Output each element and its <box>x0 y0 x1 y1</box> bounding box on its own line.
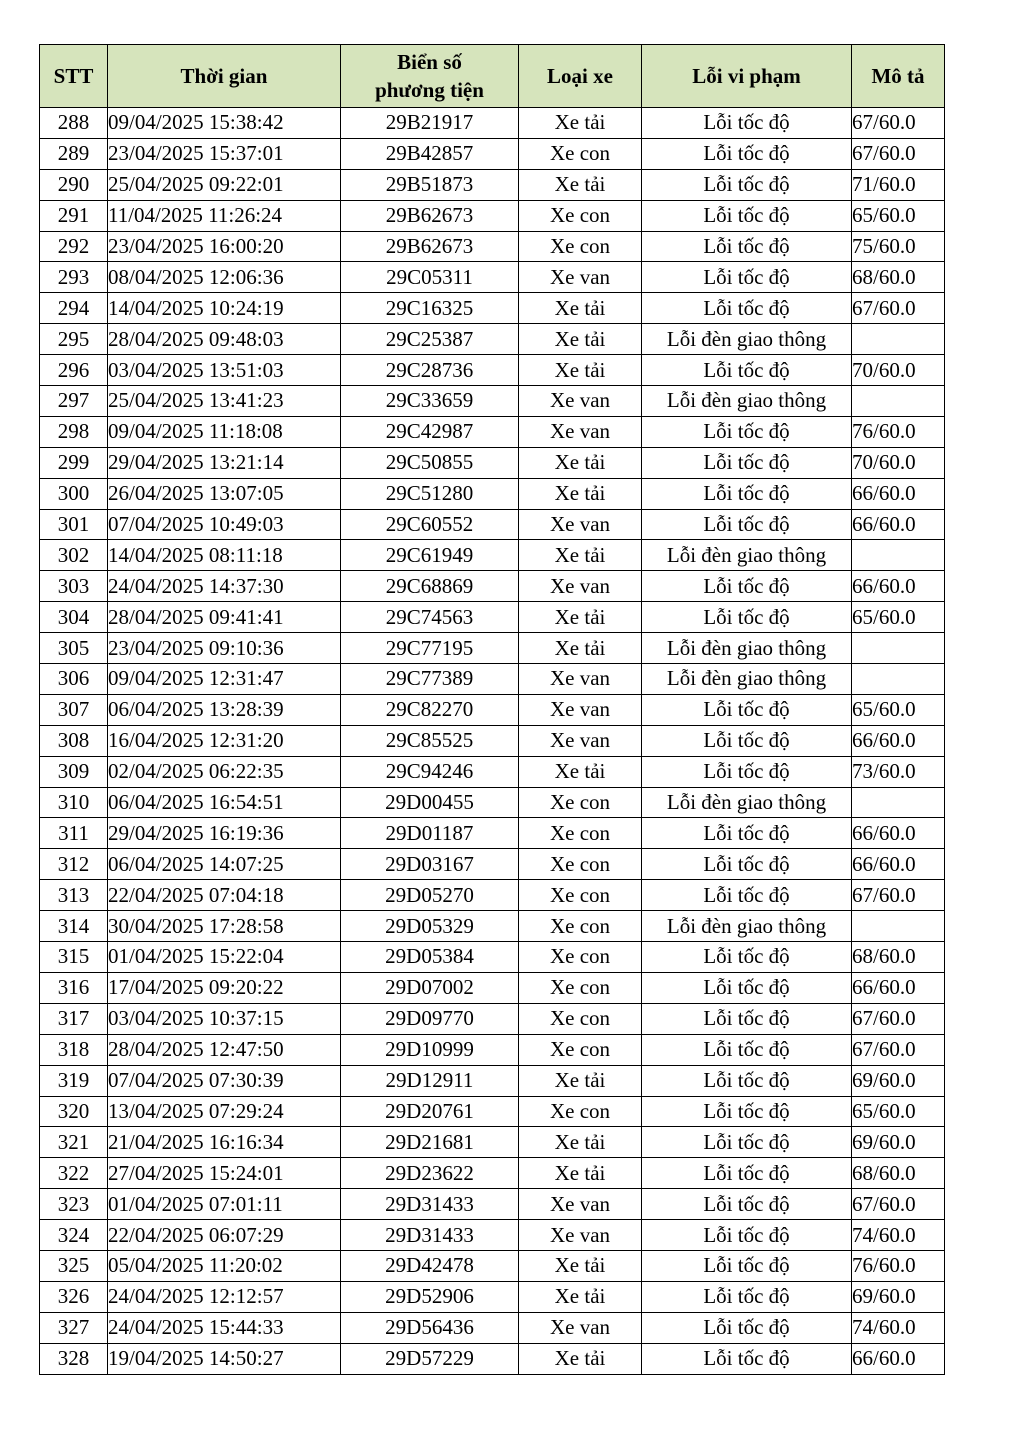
cell-description: 66/60.0 <box>852 478 945 509</box>
cell-vehicle-type: Xe van <box>519 262 642 293</box>
table-row <box>40 540 945 571</box>
cell-violation: Lỗi tốc độ <box>642 293 852 324</box>
table-row <box>40 416 945 447</box>
cell-stt: 310 <box>40 787 108 818</box>
cell-vehicle-type: Xe con <box>519 200 642 231</box>
cell-plate: 29D31433 <box>341 1189 519 1220</box>
cell-description: 65/60.0 <box>852 1096 945 1127</box>
cell-description: 70/60.0 <box>852 447 945 478</box>
cell-time: 14/04/2025 10:24:19 <box>108 293 341 324</box>
cell-violation: Lỗi tốc độ <box>642 1250 852 1281</box>
table-row <box>40 880 945 911</box>
cell-description: 67/60.0 <box>852 293 945 324</box>
cell-violation: Lỗi đèn giao thông <box>642 633 852 664</box>
table-row <box>40 694 945 725</box>
cell-stt: 308 <box>40 725 108 756</box>
table-row <box>40 108 945 139</box>
cell-plate: 29D23622 <box>341 1158 519 1189</box>
cell-violation: Lỗi tốc độ <box>642 138 852 169</box>
table-row <box>40 664 945 695</box>
cell-vehicle-type: Xe van <box>519 1189 642 1220</box>
cell-description: 67/60.0 <box>852 1034 945 1065</box>
table-row <box>40 1343 945 1374</box>
cell-time: 22/04/2025 07:04:18 <box>108 880 341 911</box>
table-row <box>40 725 945 756</box>
cell-time: 30/04/2025 17:28:58 <box>108 911 341 942</box>
cell-stt: 295 <box>40 324 108 355</box>
cell-description <box>852 911 945 942</box>
cell-stt: 322 <box>40 1158 108 1189</box>
cell-stt: 290 <box>40 169 108 200</box>
cell-time: 09/04/2025 11:18:08 <box>108 416 341 447</box>
cell-description: 74/60.0 <box>852 1220 945 1251</box>
cell-time: 24/04/2025 12:12:57 <box>108 1281 341 1312</box>
cell-description: 68/60.0 <box>852 262 945 293</box>
violations-table <box>39 44 945 1375</box>
cell-plate: 29C42987 <box>341 416 519 447</box>
cell-time: 28/04/2025 09:41:41 <box>108 602 341 633</box>
cell-stt: 302 <box>40 540 108 571</box>
header-plate <box>341 45 519 108</box>
table-row <box>40 386 945 417</box>
cell-time: 23/04/2025 09:10:36 <box>108 633 341 664</box>
cell-violation: Lỗi tốc độ <box>642 1096 852 1127</box>
cell-description: 76/60.0 <box>852 416 945 447</box>
cell-time: 24/04/2025 14:37:30 <box>108 571 341 602</box>
cell-violation: Lỗi tốc độ <box>642 972 852 1003</box>
cell-description: 69/60.0 <box>852 1127 945 1158</box>
cell-vehicle-type: Xe tải <box>519 602 642 633</box>
cell-violation: Lỗi đèn giao thông <box>642 787 852 818</box>
table-row <box>40 942 945 973</box>
cell-violation: Lỗi đèn giao thông <box>642 664 852 695</box>
cell-stt: 296 <box>40 355 108 386</box>
cell-plate: 29D05384 <box>341 942 519 973</box>
table-row <box>40 1096 945 1127</box>
cell-stt: 298 <box>40 416 108 447</box>
cell-description: 66/60.0 <box>852 972 945 1003</box>
header-plate-line1: Biển số <box>397 50 462 74</box>
cell-time: 08/04/2025 12:06:36 <box>108 262 341 293</box>
header-stt: STT <box>40 45 108 108</box>
cell-vehicle-type: Xe tải <box>519 1250 642 1281</box>
cell-vehicle-type: Xe con <box>519 818 642 849</box>
cell-vehicle-type: Xe con <box>519 849 642 880</box>
cell-vehicle-type: Xe con <box>519 1034 642 1065</box>
cell-vehicle-type: Xe tải <box>519 1343 642 1374</box>
cell-description <box>852 664 945 695</box>
cell-stt: 288 <box>40 108 108 139</box>
cell-time: 16/04/2025 12:31:20 <box>108 725 341 756</box>
cell-description: 67/60.0 <box>852 880 945 911</box>
cell-time: 06/04/2025 16:54:51 <box>108 787 341 818</box>
cell-violation: Lỗi tốc độ <box>642 849 852 880</box>
cell-plate: 29D52906 <box>341 1281 519 1312</box>
cell-vehicle-type: Xe con <box>519 880 642 911</box>
cell-vehicle-type: Xe tải <box>519 756 642 787</box>
cell-vehicle-type: Xe tải <box>519 293 642 324</box>
cell-description: 65/60.0 <box>852 200 945 231</box>
table-row <box>40 787 945 818</box>
cell-plate: 29C68869 <box>341 571 519 602</box>
header-time: Thời gian <box>108 45 341 108</box>
cell-plate: 29C77389 <box>341 664 519 695</box>
cell-description: 66/60.0 <box>852 725 945 756</box>
cell-plate: 29C05311 <box>341 262 519 293</box>
table-row <box>40 1250 945 1281</box>
cell-plate: 29D12911 <box>341 1065 519 1096</box>
cell-violation: Lỗi tốc độ <box>642 447 852 478</box>
cell-description: 65/60.0 <box>852 602 945 633</box>
cell-violation: Lỗi tốc độ <box>642 818 852 849</box>
cell-description <box>852 324 945 355</box>
cell-plate: 29C51280 <box>341 478 519 509</box>
cell-vehicle-type: Xe con <box>519 138 642 169</box>
cell-stt: 313 <box>40 880 108 911</box>
table-row <box>40 1158 945 1189</box>
cell-description: 68/60.0 <box>852 942 945 973</box>
cell-time: 09/04/2025 15:38:42 <box>108 108 341 139</box>
cell-plate: 29C61949 <box>341 540 519 571</box>
cell-stt: 303 <box>40 571 108 602</box>
cell-plate: 29C85525 <box>341 725 519 756</box>
cell-plate: 29C82270 <box>341 694 519 725</box>
cell-vehicle-type: Xe van <box>519 664 642 695</box>
header-plate-line2: phương tiện <box>375 78 484 102</box>
cell-stt: 319 <box>40 1065 108 1096</box>
cell-vehicle-type: Xe con <box>519 1003 642 1034</box>
cell-violation: Lỗi tốc độ <box>642 1312 852 1343</box>
cell-vehicle-type: Xe con <box>519 942 642 973</box>
cell-stt: 315 <box>40 942 108 973</box>
cell-description: 67/60.0 <box>852 1003 945 1034</box>
cell-plate: 29C60552 <box>341 509 519 540</box>
cell-plate: 29D03167 <box>341 849 519 880</box>
cell-stt: 323 <box>40 1189 108 1220</box>
cell-description: 66/60.0 <box>852 571 945 602</box>
table-row <box>40 1034 945 1065</box>
cell-time: 02/04/2025 06:22:35 <box>108 756 341 787</box>
cell-time: 29/04/2025 13:21:14 <box>108 447 341 478</box>
table-row <box>40 911 945 942</box>
cell-violation: Lỗi tốc độ <box>642 694 852 725</box>
cell-violation: Lỗi tốc độ <box>642 355 852 386</box>
table-row <box>40 602 945 633</box>
cell-violation: Lỗi tốc độ <box>642 200 852 231</box>
cell-stt: 301 <box>40 509 108 540</box>
cell-stt: 326 <box>40 1281 108 1312</box>
cell-stt: 305 <box>40 633 108 664</box>
cell-stt: 328 <box>40 1343 108 1374</box>
cell-description: 67/60.0 <box>852 108 945 139</box>
cell-stt: 292 <box>40 231 108 262</box>
cell-description: 66/60.0 <box>852 849 945 880</box>
cell-description: 65/60.0 <box>852 694 945 725</box>
cell-violation: Lỗi tốc độ <box>642 942 852 973</box>
cell-description: 75/60.0 <box>852 231 945 262</box>
cell-description: 71/60.0 <box>852 169 945 200</box>
cell-stt: 316 <box>40 972 108 1003</box>
cell-stt: 324 <box>40 1220 108 1251</box>
table-row <box>40 1003 945 1034</box>
cell-plate: 29B62673 <box>341 200 519 231</box>
cell-time: 28/04/2025 09:48:03 <box>108 324 341 355</box>
cell-violation: Lỗi tốc độ <box>642 108 852 139</box>
cell-violation: Lỗi tốc độ <box>642 1158 852 1189</box>
cell-time: 07/04/2025 10:49:03 <box>108 509 341 540</box>
table-row <box>40 169 945 200</box>
table-row <box>40 849 945 880</box>
cell-description: 66/60.0 <box>852 1343 945 1374</box>
cell-vehicle-type: Xe van <box>519 571 642 602</box>
cell-stt: 289 <box>40 138 108 169</box>
header-row <box>40 45 945 108</box>
cell-violation: Lỗi tốc độ <box>642 231 852 262</box>
cell-stt: 297 <box>40 386 108 417</box>
cell-plate: 29D10999 <box>341 1034 519 1065</box>
cell-stt: 321 <box>40 1127 108 1158</box>
cell-plate: 29B51873 <box>341 169 519 200</box>
table-row <box>40 756 945 787</box>
table-row <box>40 571 945 602</box>
cell-description <box>852 540 945 571</box>
cell-vehicle-type: Xe van <box>519 725 642 756</box>
cell-vehicle-type: Xe van <box>519 1220 642 1251</box>
table-row <box>40 231 945 262</box>
table-row <box>40 138 945 169</box>
cell-plate: 29C33659 <box>341 386 519 417</box>
cell-plate: 29D05329 <box>341 911 519 942</box>
cell-plate: 29D01187 <box>341 818 519 849</box>
cell-description: 76/60.0 <box>852 1250 945 1281</box>
cell-stt: 327 <box>40 1312 108 1343</box>
cell-vehicle-type: Xe tải <box>519 1065 642 1096</box>
cell-stt: 306 <box>40 664 108 695</box>
table-row <box>40 293 945 324</box>
cell-violation: Lỗi tốc độ <box>642 880 852 911</box>
cell-vehicle-type: Xe tải <box>519 540 642 571</box>
cell-violation: Lỗi đèn giao thông <box>642 540 852 571</box>
table-row <box>40 1281 945 1312</box>
cell-stt: 317 <box>40 1003 108 1034</box>
table-row <box>40 1220 945 1251</box>
cell-time: 03/04/2025 13:51:03 <box>108 355 341 386</box>
cell-description: 73/60.0 <box>852 756 945 787</box>
cell-violation: Lỗi tốc độ <box>642 1281 852 1312</box>
table-row <box>40 1189 945 1220</box>
cell-time: 11/04/2025 11:26:24 <box>108 200 341 231</box>
cell-time: 25/04/2025 13:41:23 <box>108 386 341 417</box>
table-row <box>40 324 945 355</box>
cell-plate: 29C28736 <box>341 355 519 386</box>
cell-time: 24/04/2025 15:44:33 <box>108 1312 341 1343</box>
table-row <box>40 478 945 509</box>
cell-violation: Lỗi tốc độ <box>642 1189 852 1220</box>
cell-violation: Lỗi tốc độ <box>642 262 852 293</box>
cell-vehicle-type: Xe tải <box>519 169 642 200</box>
cell-stt: 293 <box>40 262 108 293</box>
cell-violation: Lỗi tốc độ <box>642 1220 852 1251</box>
cell-description: 67/60.0 <box>852 1189 945 1220</box>
cell-time: 13/04/2025 07:29:24 <box>108 1096 341 1127</box>
cell-plate: 29D42478 <box>341 1250 519 1281</box>
header-description: Mô tả <box>852 45 945 108</box>
table-row <box>40 355 945 386</box>
cell-vehicle-type: Xe tải <box>519 478 642 509</box>
cell-plate: 29D20761 <box>341 1096 519 1127</box>
cell-plate: 29D56436 <box>341 1312 519 1343</box>
cell-stt: 311 <box>40 818 108 849</box>
cell-stt: 300 <box>40 478 108 509</box>
cell-vehicle-type: Xe tải <box>519 633 642 664</box>
cell-time: 21/04/2025 16:16:34 <box>108 1127 341 1158</box>
cell-plate: 29D31433 <box>341 1220 519 1251</box>
cell-description <box>852 386 945 417</box>
cell-vehicle-type: Xe van <box>519 1312 642 1343</box>
cell-description <box>852 787 945 818</box>
cell-plate: 29D07002 <box>341 972 519 1003</box>
cell-vehicle-type: Xe tải <box>519 1158 642 1189</box>
cell-vehicle-type: Xe con <box>519 787 642 818</box>
cell-vehicle-type: Xe con <box>519 911 642 942</box>
cell-violation: Lỗi đèn giao thông <box>642 911 852 942</box>
cell-vehicle-type: Xe tải <box>519 447 642 478</box>
cell-time: 14/04/2025 08:11:18 <box>108 540 341 571</box>
table-row <box>40 1065 945 1096</box>
cell-violation: Lỗi tốc độ <box>642 1034 852 1065</box>
cell-stt: 307 <box>40 694 108 725</box>
cell-time: 22/04/2025 06:07:29 <box>108 1220 341 1251</box>
table-row <box>40 509 945 540</box>
table-row <box>40 262 945 293</box>
cell-vehicle-type: Xe tải <box>519 1281 642 1312</box>
cell-violation: Lỗi tốc độ <box>642 725 852 756</box>
cell-plate: 29C50855 <box>341 447 519 478</box>
cell-violation: Lỗi đèn giao thông <box>642 324 852 355</box>
cell-time: 23/04/2025 16:00:20 <box>108 231 341 262</box>
cell-violation: Lỗi đèn giao thông <box>642 386 852 417</box>
cell-stt: 320 <box>40 1096 108 1127</box>
cell-plate: 29D00455 <box>341 787 519 818</box>
cell-stt: 314 <box>40 911 108 942</box>
cell-description: 68/60.0 <box>852 1158 945 1189</box>
cell-time: 27/04/2025 15:24:01 <box>108 1158 341 1189</box>
cell-description: 66/60.0 <box>852 818 945 849</box>
cell-plate: 29C16325 <box>341 293 519 324</box>
cell-time: 01/04/2025 07:01:11 <box>108 1189 341 1220</box>
cell-time: 29/04/2025 16:19:36 <box>108 818 341 849</box>
cell-plate: 29C77195 <box>341 633 519 664</box>
cell-plate: 29D21681 <box>341 1127 519 1158</box>
cell-vehicle-type: Xe tải <box>519 355 642 386</box>
cell-stt: 291 <box>40 200 108 231</box>
cell-time: 17/04/2025 09:20:22 <box>108 972 341 1003</box>
cell-plate: 29D09770 <box>341 1003 519 1034</box>
cell-stt: 312 <box>40 849 108 880</box>
cell-time: 25/04/2025 09:22:01 <box>108 169 341 200</box>
cell-vehicle-type: Xe tải <box>519 324 642 355</box>
cell-description: 69/60.0 <box>852 1065 945 1096</box>
cell-vehicle-type: Xe tải <box>519 108 642 139</box>
cell-plate: 29B21917 <box>341 108 519 139</box>
table-row <box>40 1312 945 1343</box>
cell-vehicle-type: Xe tải <box>519 1127 642 1158</box>
cell-time: 23/04/2025 15:37:01 <box>108 138 341 169</box>
cell-violation: Lỗi tốc độ <box>642 602 852 633</box>
cell-vehicle-type: Xe van <box>519 386 642 417</box>
cell-plate: 29D57229 <box>341 1343 519 1374</box>
cell-time: 06/04/2025 13:28:39 <box>108 694 341 725</box>
cell-vehicle-type: Xe van <box>519 694 642 725</box>
cell-time: 09/04/2025 12:31:47 <box>108 664 341 695</box>
cell-stt: 318 <box>40 1034 108 1065</box>
cell-time: 07/04/2025 07:30:39 <box>108 1065 341 1096</box>
cell-stt: 299 <box>40 447 108 478</box>
cell-plate: 29C94246 <box>341 756 519 787</box>
cell-violation: Lỗi tốc độ <box>642 169 852 200</box>
table-row <box>40 200 945 231</box>
cell-description: 70/60.0 <box>852 355 945 386</box>
cell-violation: Lỗi tốc độ <box>642 1343 852 1374</box>
table-row <box>40 447 945 478</box>
cell-plate: 29B62673 <box>341 231 519 262</box>
cell-violation: Lỗi tốc độ <box>642 1003 852 1034</box>
header-violation: Lỗi vi phạm <box>642 45 852 108</box>
cell-violation: Lỗi tốc độ <box>642 509 852 540</box>
cell-violation: Lỗi tốc độ <box>642 478 852 509</box>
cell-plate: 29C74563 <box>341 602 519 633</box>
cell-vehicle-type: Xe con <box>519 972 642 1003</box>
cell-vehicle-type: Xe van <box>519 416 642 447</box>
cell-stt: 309 <box>40 756 108 787</box>
cell-time: 19/04/2025 14:50:27 <box>108 1343 341 1374</box>
cell-time: 01/04/2025 15:22:04 <box>108 942 341 973</box>
cell-description: 69/60.0 <box>852 1281 945 1312</box>
cell-description <box>852 633 945 664</box>
cell-violation: Lỗi tốc độ <box>642 416 852 447</box>
cell-description: 66/60.0 <box>852 509 945 540</box>
cell-time: 03/04/2025 10:37:15 <box>108 1003 341 1034</box>
cell-violation: Lỗi tốc độ <box>642 1065 852 1096</box>
cell-plate: 29B42857 <box>341 138 519 169</box>
table-header <box>40 45 945 108</box>
cell-stt: 325 <box>40 1250 108 1281</box>
cell-stt: 294 <box>40 293 108 324</box>
table-row <box>40 818 945 849</box>
cell-violation: Lỗi tốc độ <box>642 571 852 602</box>
table-row <box>40 972 945 1003</box>
cell-violation: Lỗi tốc độ <box>642 756 852 787</box>
cell-plate: 29C25387 <box>341 324 519 355</box>
cell-vehicle-type: Xe con <box>519 1096 642 1127</box>
table-row <box>40 1127 945 1158</box>
header-vehicle-type: Loại xe <box>519 45 642 108</box>
table-row <box>40 633 945 664</box>
cell-plate: 29D05270 <box>341 880 519 911</box>
cell-vehicle-type: Xe van <box>519 509 642 540</box>
cell-time: 06/04/2025 14:07:25 <box>108 849 341 880</box>
table-body <box>40 108 945 1375</box>
cell-time: 05/04/2025 11:20:02 <box>108 1250 341 1281</box>
cell-description: 67/60.0 <box>852 138 945 169</box>
cell-violation: Lỗi tốc độ <box>642 1127 852 1158</box>
cell-vehicle-type: Xe con <box>519 231 642 262</box>
cell-stt: 304 <box>40 602 108 633</box>
cell-description: 74/60.0 <box>852 1312 945 1343</box>
cell-time: 28/04/2025 12:47:50 <box>108 1034 341 1065</box>
cell-time: 26/04/2025 13:07:05 <box>108 478 341 509</box>
